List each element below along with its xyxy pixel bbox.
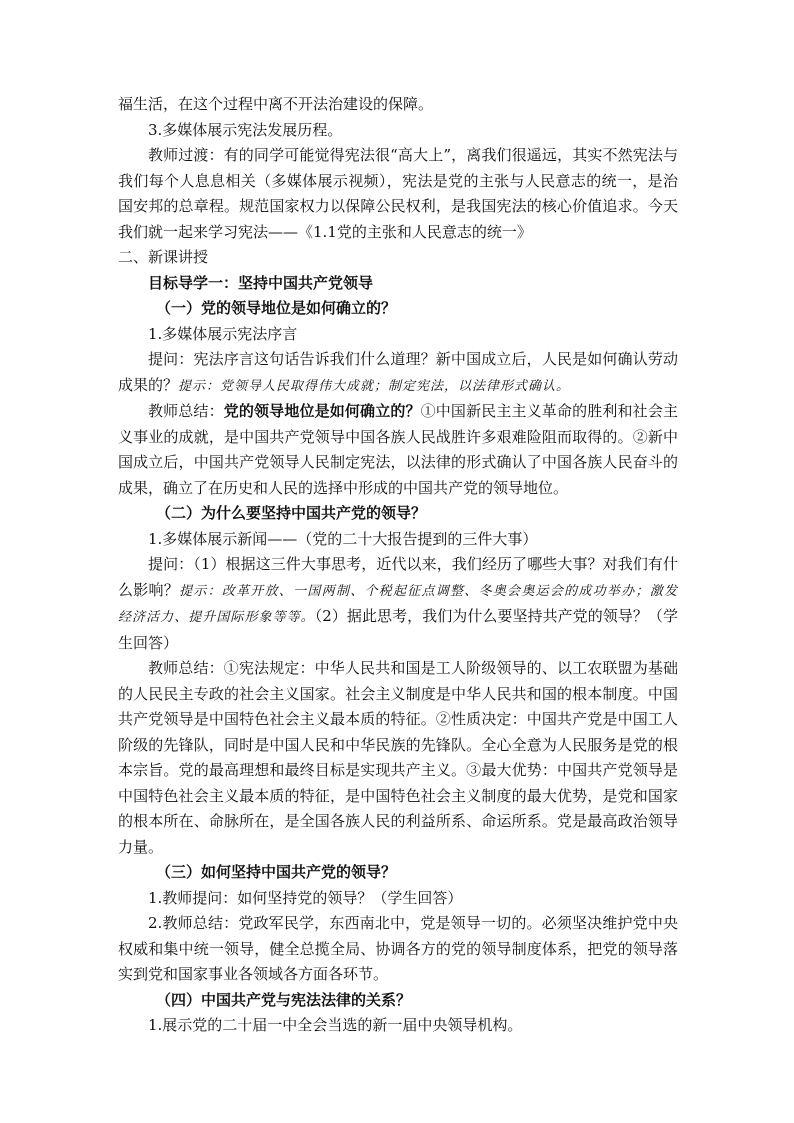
subsection-heading: （二）为什么要坚持中国共产党的领导？ bbox=[156, 504, 427, 522]
paragraph: 教师过渡：有的同学可能觉得宪法很“高大上”，离我们很遥远，其实不然宪法与我们每个人息息相关（多媒体展示视频），宪法是党的主张与人民意志的统一，是治国安邦的总章程。规范国家权力以保障公民权利，是我国宪法的核心价值追求。今天我们就一起来学习宪法——《1.1党的主张和人民意志的统一》 bbox=[118, 146, 678, 241]
summary-text: ①中国新民主主义革命的胜利和社会主义事业的成就，是中国共产党领导中国各族人民战胜许多艰难险阻而取得的。②新中国成立后，中国共产党领导人民制定宪法，以法律的形式确认了中国各族人民奋斗的成果，确立了在历史和人民的选择中形成的中国共产党的领导地位。 bbox=[118, 402, 678, 497]
goal-heading: 目标导学一：坚持中国共产党领导 bbox=[148, 273, 374, 292]
paragraph bbox=[118, 552, 678, 656]
subsection-heading: （三）如何坚持中国共产党的领导？ bbox=[156, 863, 397, 881]
summary-label: 教师总结： bbox=[148, 402, 224, 420]
hint-text: 提示：改革开放、一国两制、个税起征点调整、冬奥会奥运会的成功举办；激发经济活力、提升国际形象等等。 bbox=[118, 583, 678, 625]
paragraph: 教师总结：①宪法规定：中华人民共和国是工人阶级领导的、以工农联盟为基础的人民民主专政的社会主义国家。社会主义制度是中华人民共和国的根本制度。中国共产党领导是中国特色社会主义最本质的特征。②性质决定：中国共产党是中国工人阶级的先锋队，同时是中国人民和中华民族的先锋队。全心全意为人民服务是党的根本宗旨。党的最高理想和最终目标是实现共产主义。③最大优势：中国共产党领导是中国特色社会主义最本质的特征，是中国特色社会主义制度的最大优势，是党和国家的根本所在、命脉所在，是全国各族人民的利益所系、命运所系。党是最高政治领导力量。 bbox=[118, 659, 678, 856]
document-body bbox=[118, 92, 678, 1039]
paragraph bbox=[118, 347, 678, 399]
paragraph: 3.多媒体展示宪法发展历程。 bbox=[148, 120, 343, 139]
section-heading: 二、新课讲授 bbox=[118, 248, 209, 266]
question-text: （2）据此思考，我们为什么要坚持共产党的领导？（学生回答） bbox=[118, 607, 678, 652]
paragraph: 1.多媒体展示新闻——（党的二十大报告提到的三件大事） bbox=[148, 529, 538, 548]
summary-question: 党的领导地位是如何确立的？ bbox=[223, 402, 421, 420]
paragraph: 1.展示党的二十届一中全会当选的新一届中央领导机构。 bbox=[148, 1016, 523, 1034]
paragraph: 2.教师总结：党政军民学，东西南北中，党是领导一切的。必须坚决维护党中央权威和集中统一领导，健全总揽全局、协调各方的党的领导制度体系，把党的领导落实到党和国家事业各领域各方面各环节。 bbox=[118, 914, 678, 983]
paragraph: 1.教师提问：如何坚持党的领导？（学生回答） bbox=[148, 888, 463, 907]
subsection-heading: （一）党的领导地位是如何确立的？ bbox=[156, 299, 397, 317]
paragraph bbox=[118, 399, 678, 501]
question-text: 提问：宪法序言这句话告诉我们什么道理？新中国成立后，人民是如何确认劳动成果的？ bbox=[118, 350, 678, 394]
paragraph: 福生活，在这个过程中离不开法治建设的保障。 bbox=[118, 95, 434, 113]
question-text: 提问：（1）根据这三件大事思考，近代以来，我们经历了哪些大事？对我们有什么影响？ bbox=[118, 555, 678, 599]
subsection-heading: （四）中国共产党与宪法法律的关系？ bbox=[156, 990, 412, 1009]
hint-text: 提示：党领导人民取得伟大成就；制定宪法，以法律形式确认。 bbox=[178, 378, 571, 394]
paragraph: 1.多媒体展示宪法序言 bbox=[148, 324, 298, 343]
